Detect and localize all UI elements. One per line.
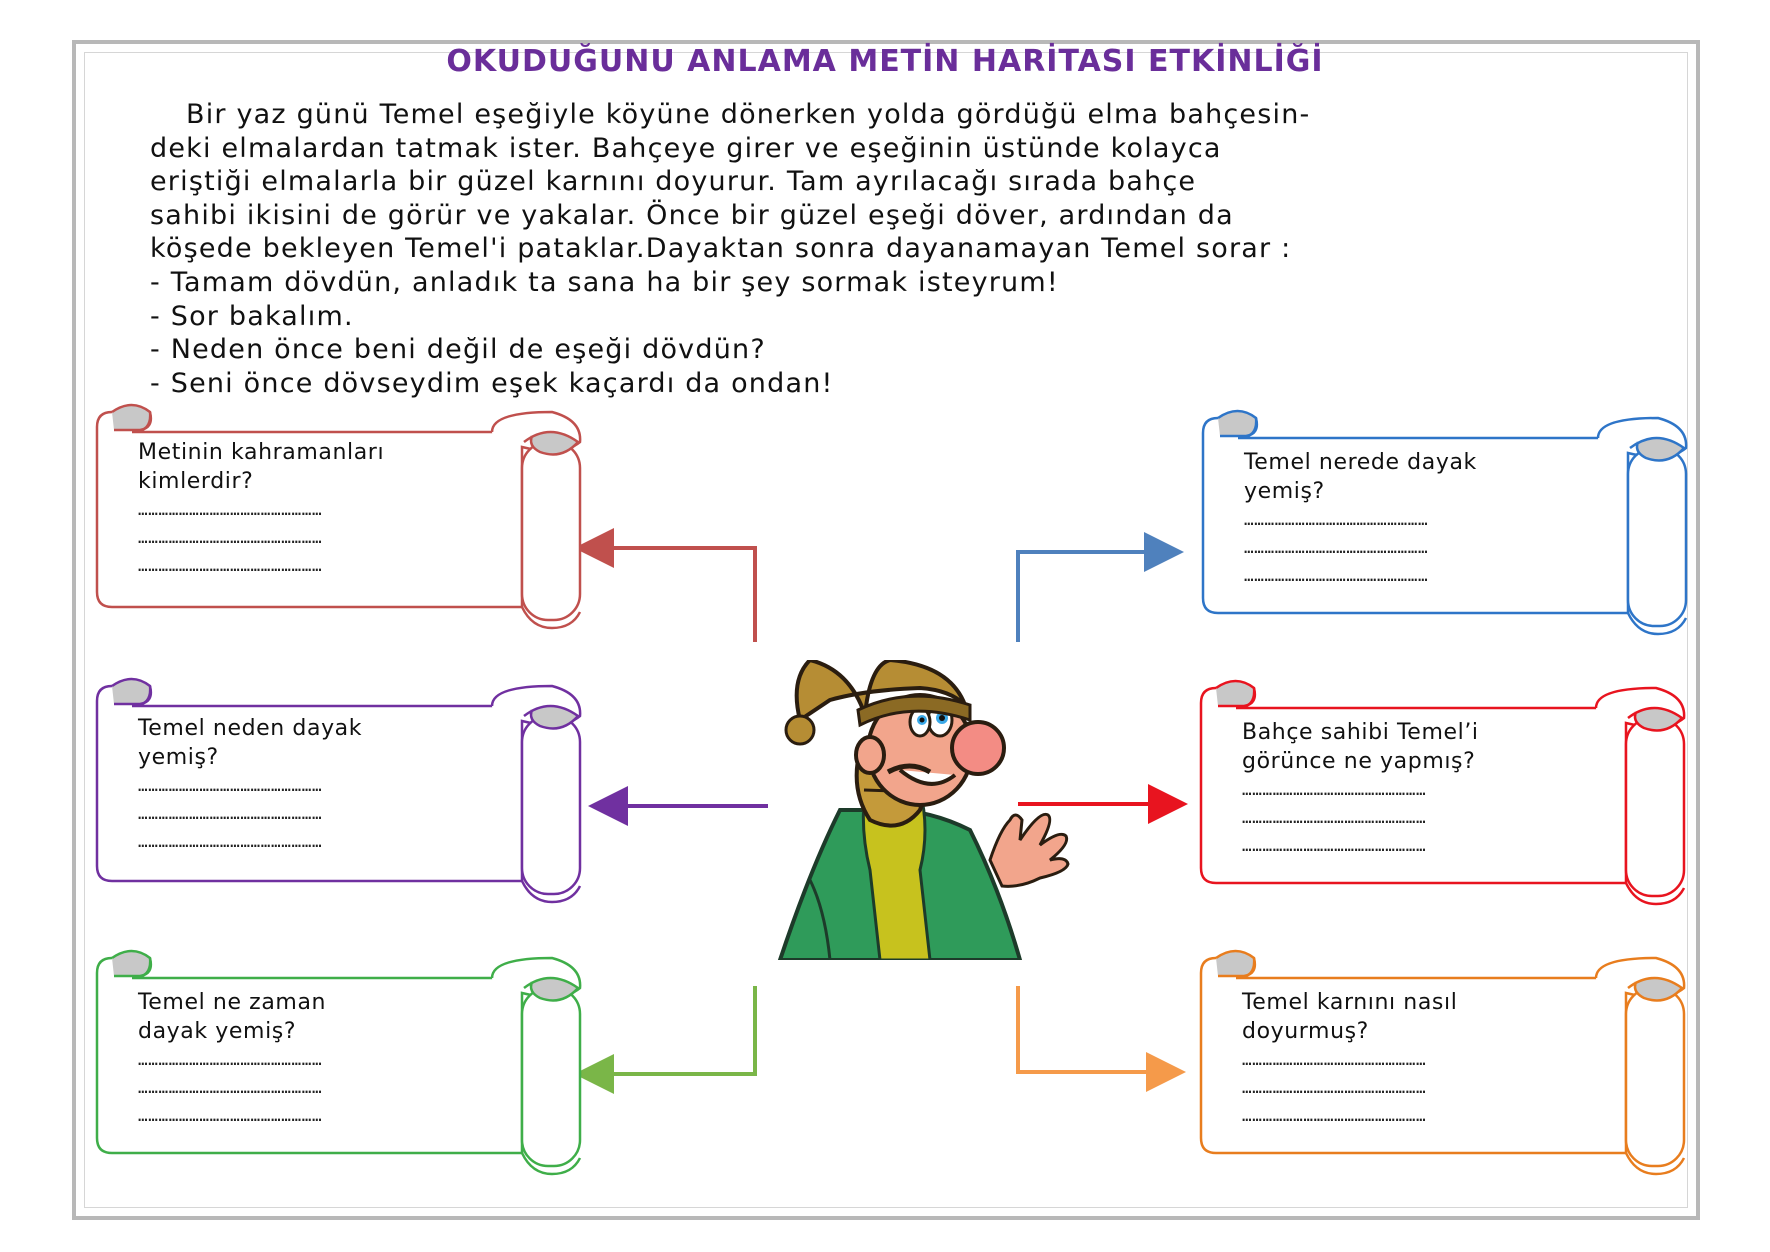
question-text: Temel ne zaman — [138, 990, 327, 1015]
arrow-q1 — [582, 548, 755, 642]
answer-line[interactable]: ……………………………………………… — [138, 500, 323, 519]
answer-line[interactable]: ……………………………………………… — [1244, 538, 1429, 557]
question-text: Metinin kahramanları — [138, 440, 385, 465]
answer-line[interactable]: ……………………………………………… — [138, 528, 323, 547]
question-scroll-why — [92, 676, 582, 906]
question-text: yemiş? — [1244, 479, 1325, 504]
story-line: Bir yaz günü Temel eşeğiyle köyüne dönerken yolda gördüğü elma bahçesin- — [186, 99, 1311, 130]
answer-line[interactable]: ……………………………………………… — [1244, 566, 1429, 585]
answer-line[interactable]: ……………………………………………… — [1244, 510, 1429, 529]
arrow-q4 — [1018, 552, 1176, 642]
question-text: Temel karnını nasıl — [1242, 990, 1458, 1015]
dialogue-line: - Tamam dövdün, anladık ta sana ha bir şey sormak isteyrum! — [150, 266, 1059, 298]
cartoon-character-illustration — [770, 660, 1090, 960]
question-scroll-garden-owner — [1196, 678, 1686, 908]
answer-line[interactable]: ……………………………………………… — [1242, 1106, 1427, 1125]
answer-line[interactable]: ……………………………………………… — [1242, 808, 1427, 827]
answer-line[interactable]: ……………………………………………… — [1242, 1078, 1427, 1097]
question-scroll-characters — [92, 402, 582, 632]
answer-line[interactable]: ……………………………………………… — [1242, 1050, 1427, 1069]
answer-line[interactable]: ……………………………………………… — [138, 1050, 323, 1069]
answer-line[interactable]: ……………………………………………… — [138, 804, 323, 823]
answer-line[interactable]: ……………………………………………… — [138, 776, 323, 795]
answer-line[interactable]: ……………………………………………… — [1242, 780, 1427, 799]
question-scroll-where — [1198, 408, 1688, 638]
story-line: köşede bekleyen Temel'i pataklar.Dayaktan sonra dayanamayan Temel sorar : — [150, 233, 1292, 265]
question-text: Temel nerede dayak — [1244, 450, 1477, 475]
answer-line[interactable]: ……………………………………………… — [138, 1106, 323, 1125]
dialogue-line: - Seni önce dövseydim eşek kaçardı da ondan! — [150, 367, 834, 399]
arrow-q6 — [1018, 986, 1178, 1072]
question-text: görünce ne yapmış? — [1242, 749, 1476, 774]
question-scroll-how — [1196, 948, 1686, 1178]
story-line: deki elmalardan tatmak ister. Bahçeye girer ve eşeğinin üstünde kolayca — [150, 132, 1222, 164]
dialogue-line: - Sor bakalım. — [150, 300, 354, 332]
question-scroll-when — [92, 948, 582, 1178]
question-text: yemiş? — [138, 745, 219, 770]
answer-line[interactable]: ……………………………………………… — [1242, 836, 1427, 855]
question-text: Temel neden dayak — [138, 716, 363, 741]
question-text: Bahçe sahibi Temel’i — [1242, 720, 1479, 745]
question-text: doyurmuş? — [1242, 1019, 1369, 1044]
page-title: OKUDUĞUNU ANLAMA METİN HARİTASI ETKİNLİĞİ — [446, 44, 1324, 79]
question-text: kimlerdir? — [138, 469, 254, 494]
arrow-q3 — [582, 986, 755, 1074]
story-line: eriştiği elmalarla bir güzel karnını doyurur. Tam ayrılacağı sırada bahçe — [150, 166, 1197, 198]
answer-line[interactable]: ……………………………………………… — [138, 1078, 323, 1097]
answer-line[interactable]: ……………………………………………… — [138, 832, 323, 851]
dialogue-line: - Neden önce beni değil de eşeği dövdün? — [150, 334, 766, 366]
answer-line[interactable]: ……………………………………………… — [138, 556, 323, 575]
story-line: sahibi ikisini de görür ve yakalar. Önce bir güzel eşeği döver, ardından da — [150, 199, 1234, 231]
question-text: dayak yemiş? — [138, 1019, 297, 1044]
